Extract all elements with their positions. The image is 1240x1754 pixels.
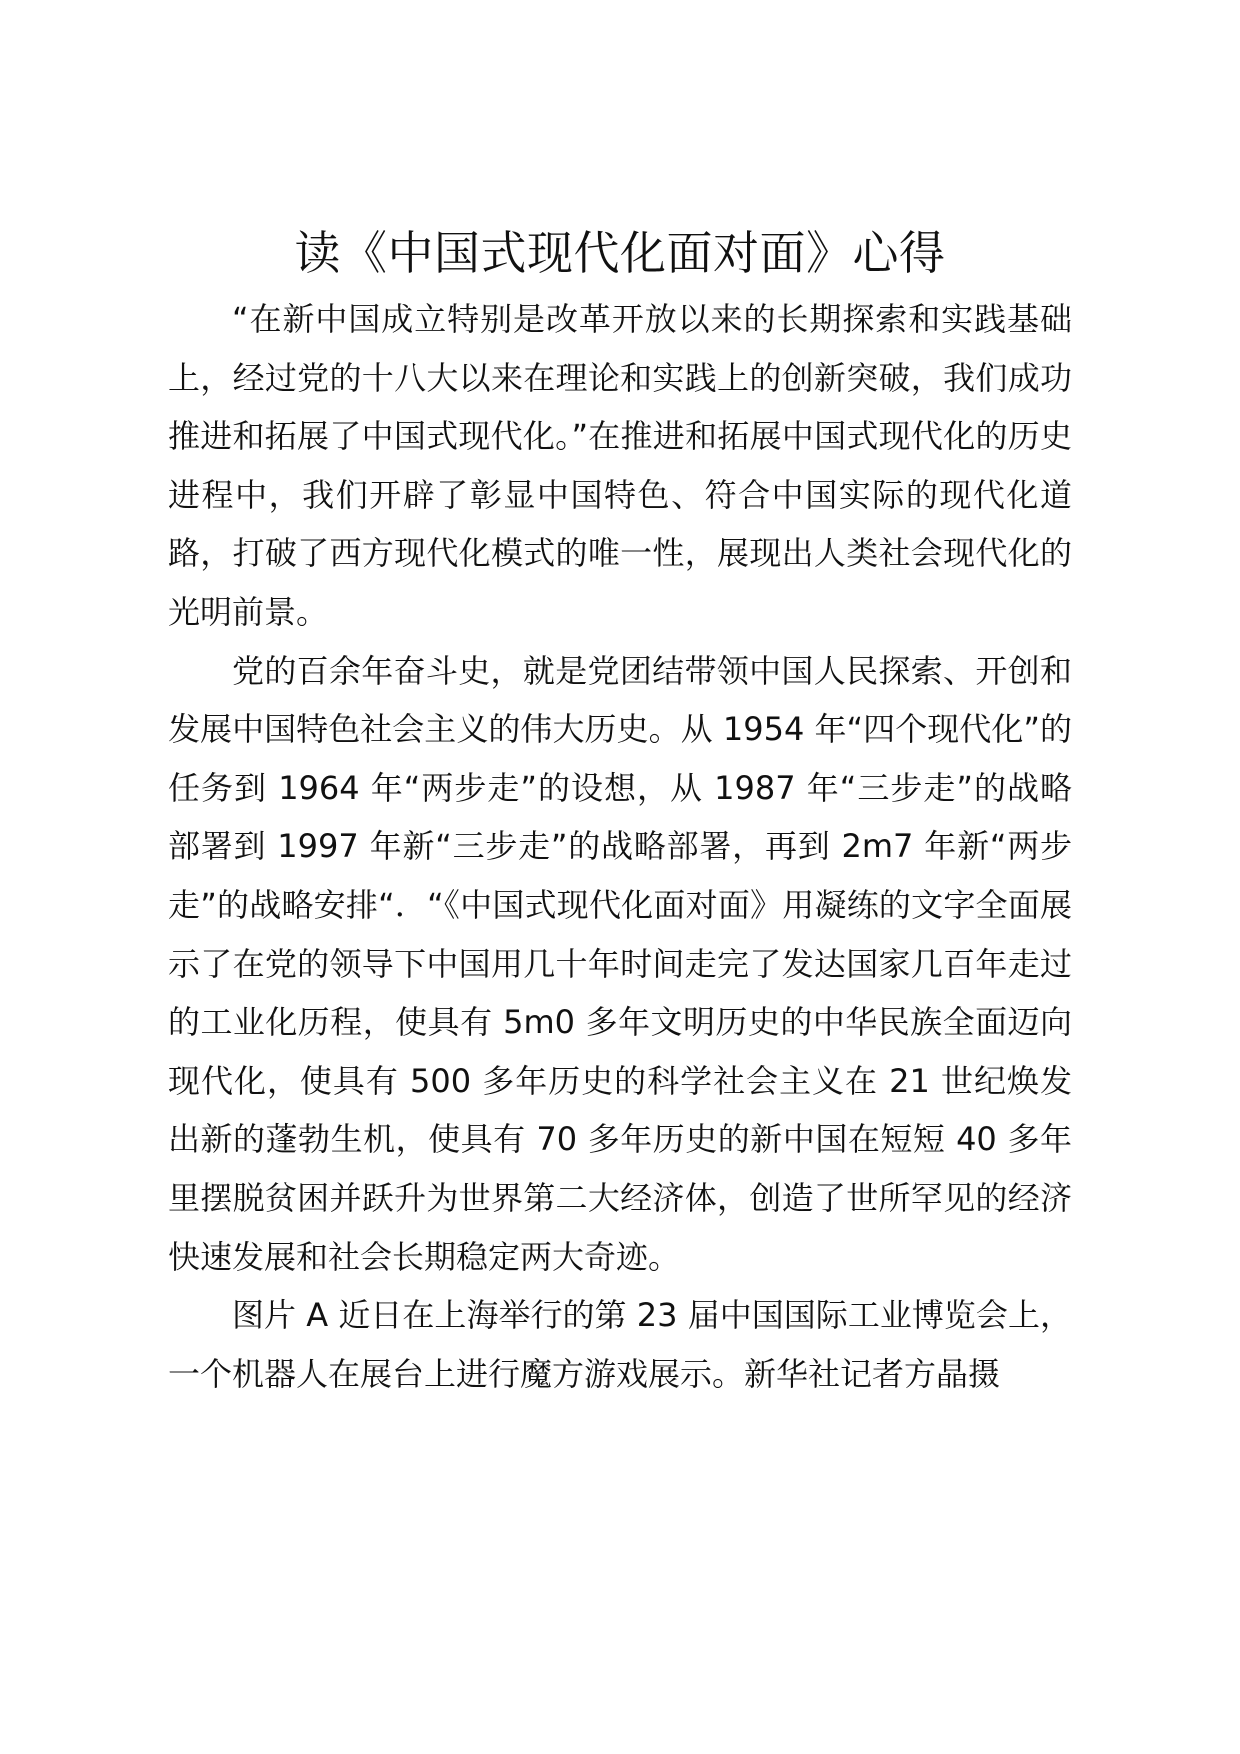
paragraph-intro: “在新中国成立特别是改革开放以来的长期探索和实践基础上，经过党的十八大以来在理论和实践上的创新突破，我们成功推进和拓展了中国式现代化。”在推进和拓展中国式现代化的历史进程中，我们开辟了彰显中国特色、符合中国实际的现代化道路，打破了西方现代化模式的唯一性，展现出人类社会现代化的光明前景。 <box>168 300 1072 631</box>
document-title: 读《中国式现代化面对面》心得 <box>294 226 946 280</box>
paragraph-photo-caption: 图片 A 近日在上海举行的第 23 届中国国际工业博览会上，一个机器人在展台上进行魔方游戏展示。新华社记者方晶摄 <box>168 1296 1072 1393</box>
paragraph-history: 党的百余年奋斗史，就是党团结带领中国人民探索、开创和发展中国特色社会主义的伟大历史。从 1954 年“四个现代化”的任务到 1964 年“两步走”的设想，从 1987 年“三步走”的战略部署到 1997 年新“三步走”的战略部署，再到 2m7 年新“两步走”的战略安排“．“《中国式现代化面对面》用凝练的文字全面展示了在党的领导下中国用几十年时间走完了发达国家几百年走过的工业化历程，使具有 5m0 多年文明历史的中华民族全面迈向现代化，使具有 500 多年历史的科学社会主义在 21 世纪焕发出新的蓬勃生机，使具有 70 多年历史的新中国在短短 40 多年里摆脱贫困并跃升为世界第二大经济体，创造了世所罕见的经济快速发展和社会长期稳定两大奇迹。 <box>168 651 1072 1276</box>
document-body <box>168 290 1072 1403</box>
